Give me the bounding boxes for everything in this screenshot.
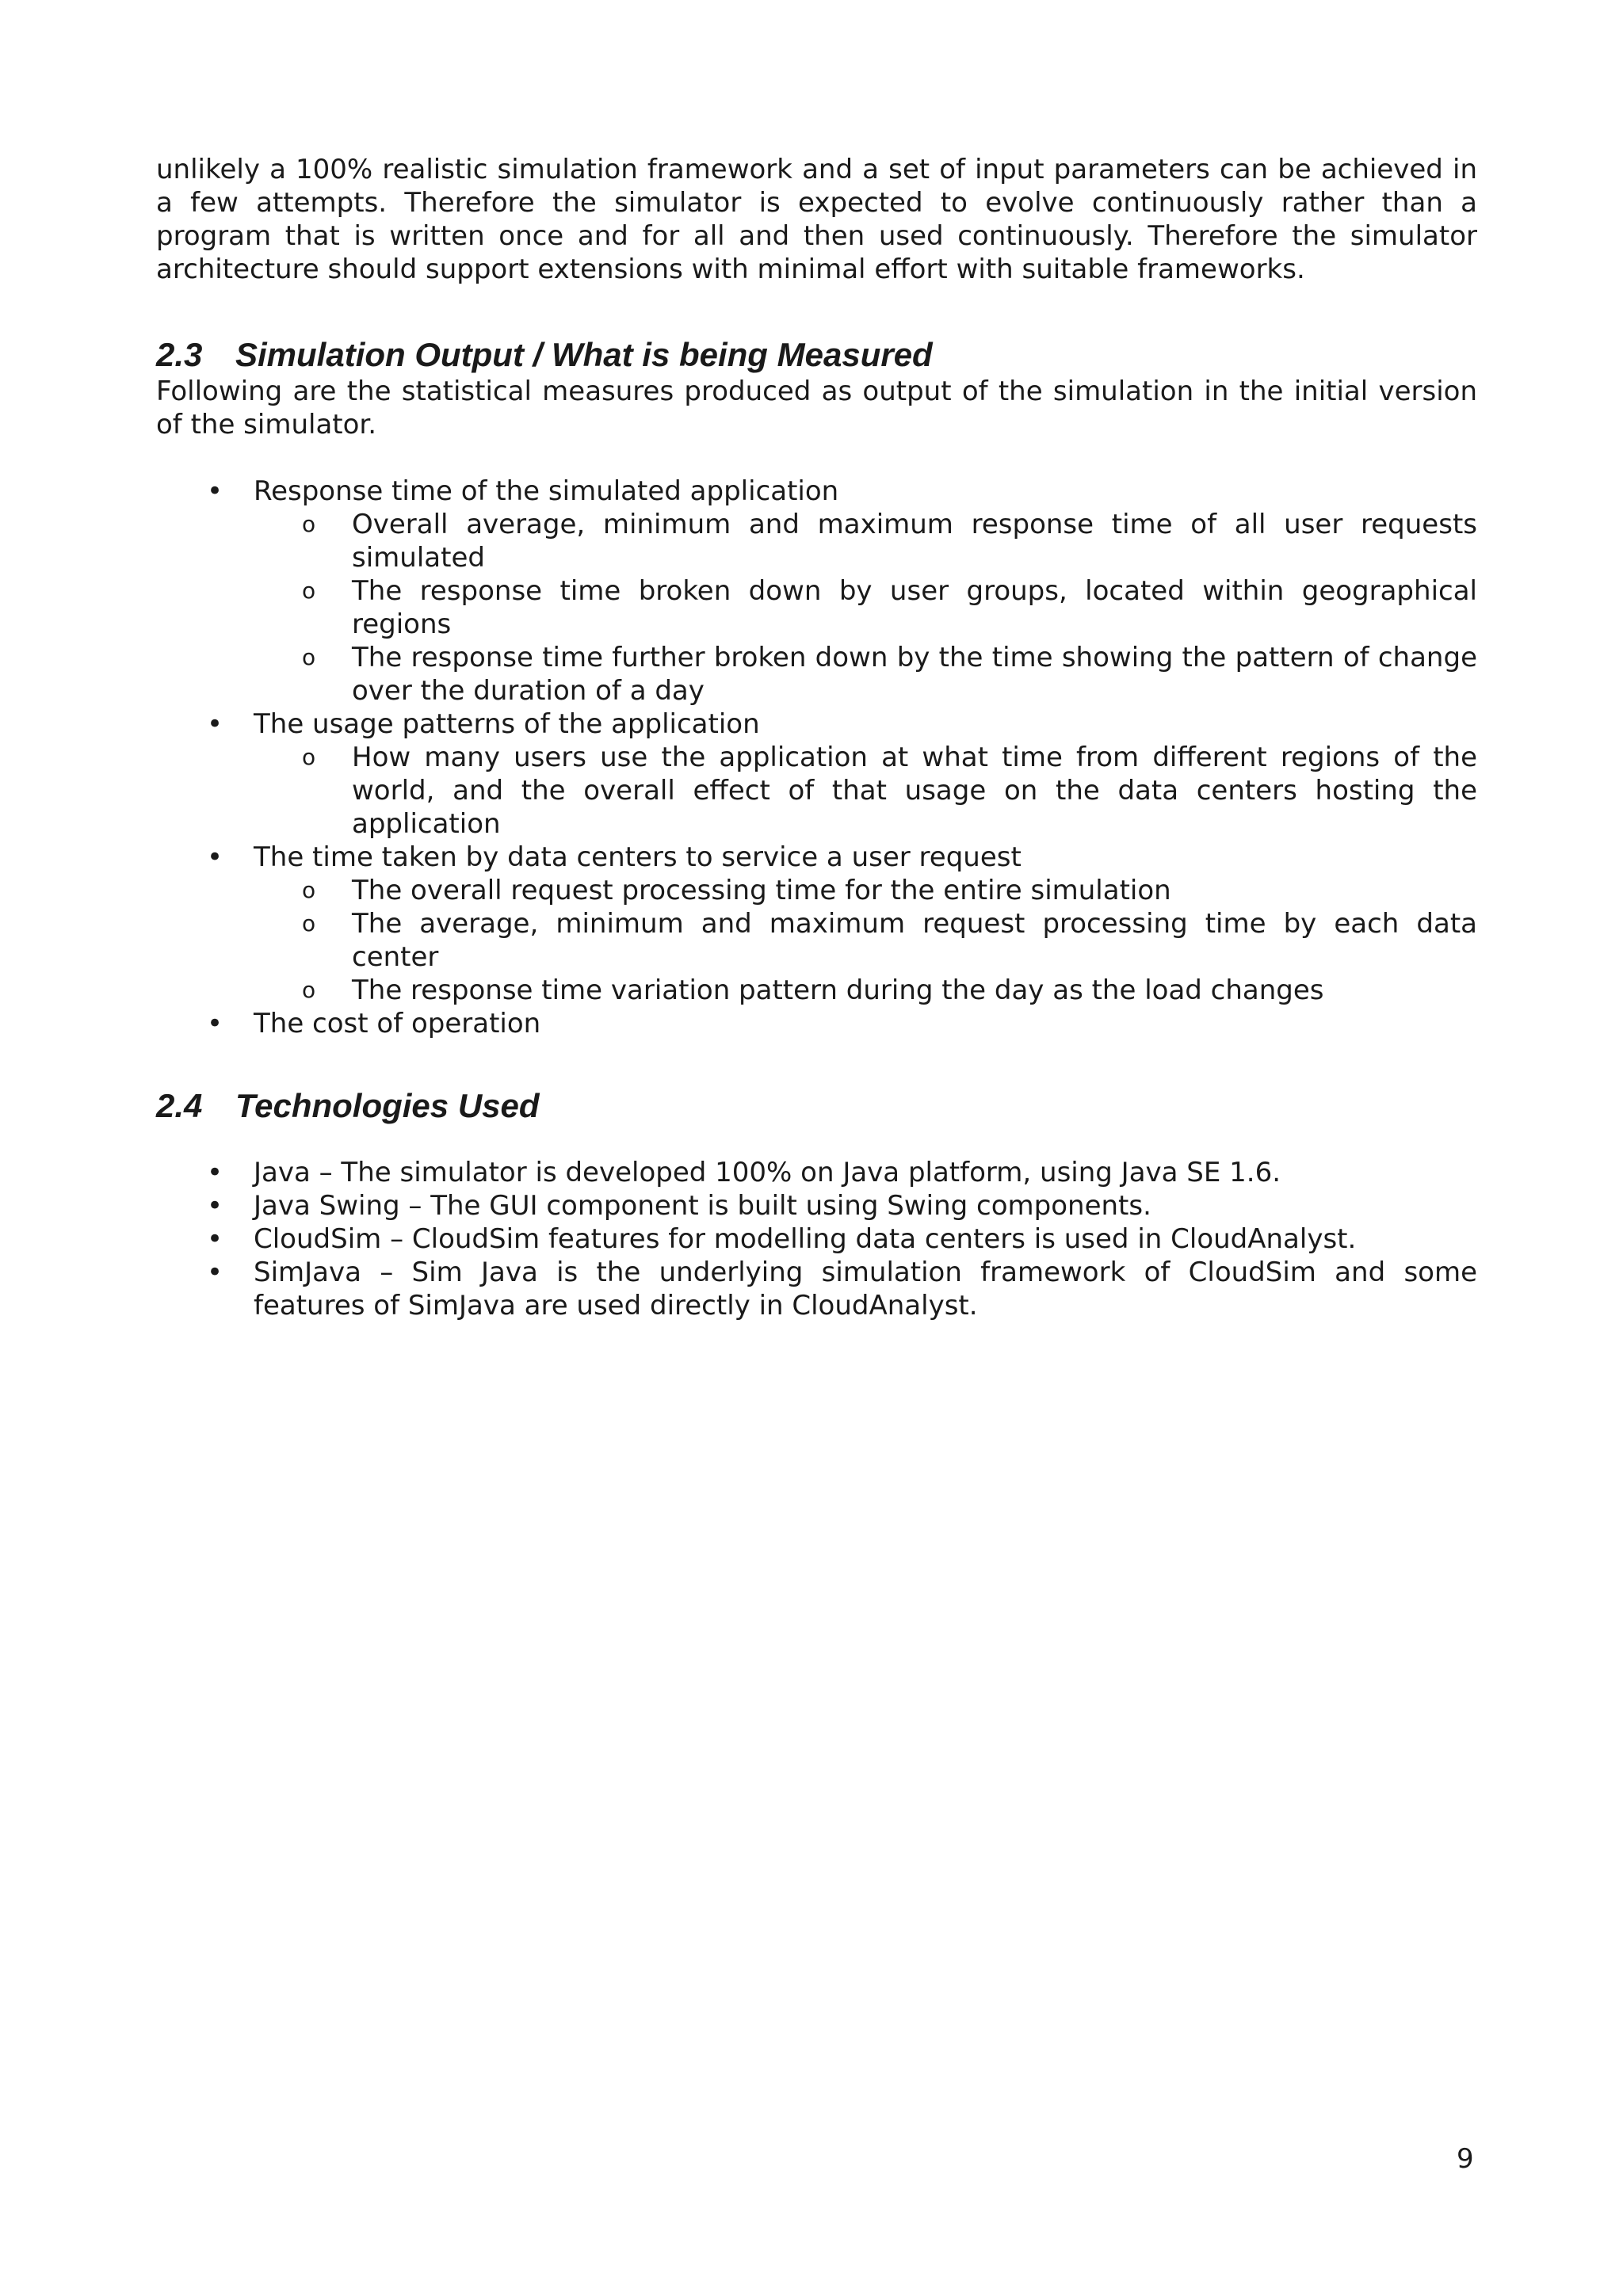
section-heading-2-4 — [156, 1086, 1477, 1126]
section-title: Simulation Output / What is being Measured — [235, 336, 933, 373]
bullet-icon: • — [207, 1008, 223, 1039]
sub-list — [254, 874, 1477, 1007]
circle-bullet-icon: o — [302, 977, 316, 1003]
sub-list-item — [302, 974, 1477, 1007]
list-item — [156, 1007, 1477, 1040]
sub-list-item — [302, 907, 1477, 974]
list-item-text: SimJava – Sim Java is the underlying simulation framework of CloudSim and some features of SimJava are used directly in CloudAnalyst. — [254, 1257, 1477, 1322]
circle-bullet-icon: o — [302, 578, 316, 604]
sub-list — [254, 741, 1477, 841]
bullet-icon: • — [207, 841, 223, 873]
bullet-icon: • — [207, 708, 223, 740]
sub-list-item-text: The response time broken down by user groups, located within geographical regions — [352, 575, 1477, 640]
circle-bullet-icon: o — [302, 910, 316, 936]
sub-list-item — [302, 574, 1477, 641]
sub-list-item — [302, 874, 1477, 907]
sub-list-item — [302, 741, 1477, 841]
list-item — [156, 1256, 1477, 1322]
sub-list-item-text: How many users use the application at what time from different regions of the world, and the overall effect of that usage on the data centers hosting the application — [352, 742, 1477, 840]
intro-paragraph: unlikely a 100% realistic simulation framework and a set of input parameters can be achieved in a few attempts. Therefore the simulator is expected to evolve continuously rather than a program that is written once and for all and then used continuously. Therefore the simulator architecture should support extensions with minimal effort with suitable frameworks. — [156, 154, 1477, 285]
page-number: 9 — [1457, 2143, 1474, 2175]
section-2-3-intro: Following are the statistical measures produced as output of the simulation in the initial version of the simulator. — [156, 376, 1477, 441]
circle-bullet-icon: o — [302, 877, 316, 903]
sub-list-item-text: The response time variation pattern during the day as the load changes — [352, 974, 1324, 1006]
bullet-icon: • — [207, 1223, 223, 1255]
list-item-text: The time taken by data centers to service a user request — [254, 841, 1022, 873]
list-item — [156, 841, 1477, 1007]
circle-bullet-icon: o — [302, 644, 316, 670]
bullet-icon: • — [207, 475, 223, 507]
circle-bullet-icon: o — [302, 744, 316, 770]
list-item — [156, 1222, 1477, 1256]
document-page — [156, 153, 1477, 1322]
sub-list-item-text: The response time further broken down by the time showing the pattern of change over the duration of a day — [352, 642, 1477, 707]
list-item-text: Java – The simulator is developed 100% on Java platform, using Java SE 1.6. — [254, 1157, 1281, 1188]
bullet-icon: • — [207, 1157, 223, 1188]
circle-bullet-icon: o — [302, 511, 316, 537]
technologies-list — [156, 1156, 1477, 1322]
list-item-text: Java Swing – The GUI component is built using Swing components. — [254, 1190, 1151, 1222]
sub-list-item-text: The average, minimum and maximum request processing time by each data center — [352, 908, 1477, 973]
measures-list — [156, 475, 1477, 1040]
list-item — [156, 1156, 1477, 1189]
list-item-text: The cost of operation — [254, 1008, 541, 1039]
list-item-text: Response time of the simulated application — [254, 475, 839, 507]
section-title: Technologies Used — [235, 1087, 540, 1124]
sub-list-item-text: The overall request processing time for the entire simulation — [352, 875, 1171, 906]
bullet-icon: • — [207, 1257, 223, 1288]
list-item — [156, 475, 1477, 707]
sub-list — [254, 508, 1477, 707]
section-number: 2.4 — [156, 1087, 203, 1124]
list-item-text: The usage patterns of the application — [254, 708, 760, 740]
list-item — [156, 707, 1477, 841]
sub-list-item-text: Overall average, minimum and maximum response time of all user requests simulated — [352, 509, 1477, 574]
section-number: 2.3 — [156, 336, 203, 373]
bullet-icon: • — [207, 1190, 223, 1222]
list-item — [156, 1189, 1477, 1222]
section-heading-2-3 — [156, 335, 1477, 375]
sub-list-item — [302, 641, 1477, 707]
list-item-text: CloudSim – CloudSim features for modelling data centers is used in CloudAnalyst. — [254, 1223, 1357, 1255]
sub-list-item — [302, 508, 1477, 574]
